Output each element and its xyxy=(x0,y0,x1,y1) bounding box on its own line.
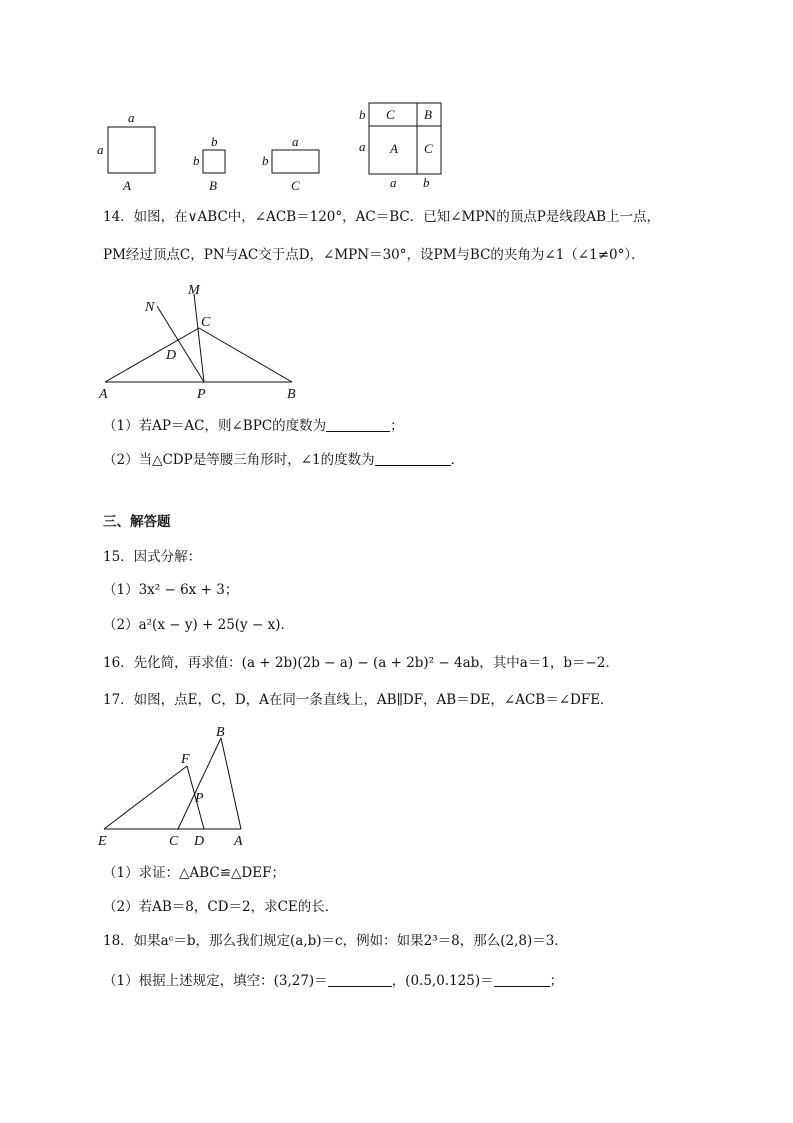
q18-sub1-mid: ，(0.5,0.125)＝ xyxy=(391,973,494,989)
grid-bottom-label-b: b xyxy=(423,175,430,190)
q18-sub1-end: ； xyxy=(549,973,564,989)
q14-sub2-blank[interactable] xyxy=(375,452,451,466)
label-a: A xyxy=(99,387,108,402)
label-p: P xyxy=(197,387,206,402)
q18-sub1-blank1[interactable] xyxy=(328,973,392,987)
square-b-top-label: b xyxy=(211,134,218,149)
q14-figure xyxy=(95,280,310,402)
q14-line2: PM经过顶点C，PN与AC交于点D，∠MPN＝30°，设PM与BC的夹角为∠1（∠1≠0°）． xyxy=(103,247,645,263)
grid-bottom-label-a: a xyxy=(390,175,397,190)
segment-ba xyxy=(221,738,241,829)
q14-sub1-end: ； xyxy=(390,418,404,434)
label-b: B xyxy=(216,725,225,740)
q15-sub1: （1）3x² − 6x + 3； xyxy=(103,582,239,598)
grid-left-label-a: a xyxy=(359,139,366,154)
label-n: N xyxy=(145,300,155,315)
q17-figure xyxy=(92,720,262,850)
square-a-left-label: a xyxy=(97,142,104,157)
rect-c xyxy=(272,150,319,173)
q18-sub1-blank2[interactable] xyxy=(494,973,550,987)
segment-cb xyxy=(199,328,292,382)
grid-cell-c-right: C xyxy=(424,141,433,156)
grid-cell-c-top: C xyxy=(386,107,395,122)
label-m: M xyxy=(188,283,200,298)
q14-sub2-end: ． xyxy=(450,452,465,468)
q14-sub2-text: （2）当△CDP是等腰三角形时，∠1的度数为 xyxy=(103,452,375,468)
q15-title: 15．因式分解： xyxy=(103,549,202,565)
square-b-name: B xyxy=(209,178,217,193)
label-d: D xyxy=(194,834,205,849)
label-e: E xyxy=(98,834,107,849)
q18-sub1 xyxy=(103,972,563,990)
segment-ef xyxy=(104,766,187,829)
label-d: D xyxy=(166,348,177,363)
q17-sub2: （2）若AB＝8，CD＝2，求CE的长． xyxy=(103,899,339,915)
q18-sub1-text: （1）根据上述规定，填空：(3,27)＝ xyxy=(103,973,328,989)
q14-sub1-text: （1）若AP＝AC，则∠BPC的度数为 xyxy=(103,418,327,434)
label-c: C xyxy=(169,834,179,849)
q14-sub2 xyxy=(103,451,464,469)
q14-sub1-blank[interactable] xyxy=(326,418,390,432)
grid-left-label-b: b xyxy=(359,107,366,122)
q15-sub2: （2）a²(x − y) + 25(y − x)． xyxy=(103,617,294,633)
q14-line1: 14．如图，在∨ABC中，∠ACB＝120°，AC＝BC．已知∠MPN的顶点P是线段AB上一点， xyxy=(103,209,660,225)
square-a-name: A xyxy=(123,178,131,193)
square-a-top-label: a xyxy=(128,110,135,125)
square-b-left-label: b xyxy=(193,153,200,168)
rect-c-top-label: a xyxy=(292,134,299,149)
q16-text: 16．先化简，再求值：(a + 2b)(2b − a) − (a + 2b)² − 4ab，其中a＝1，b＝−2． xyxy=(103,655,619,671)
label-b: B xyxy=(287,387,296,402)
square-a xyxy=(108,127,155,173)
label-f: F xyxy=(181,752,190,767)
label-p: P xyxy=(195,791,204,806)
q18-text: 18．如果aᶜ＝b，那么我们规定(a,b)＝c，例如：如果2³＝8，那么(2,8)＝3． xyxy=(103,933,568,949)
grid-cell-b: B xyxy=(424,107,432,122)
grid-cell-a: A xyxy=(390,141,398,156)
label-a: A xyxy=(234,834,243,849)
segment-ac xyxy=(105,328,199,382)
rect-c-name: C xyxy=(291,178,300,193)
rect-c-left-label: b xyxy=(262,153,269,168)
q17-text: 17．如图，点E，C，D，A在同一条直线上，AB∥DF，AB＝DE，∠ACB＝∠DFE． xyxy=(103,692,614,708)
q13-figure xyxy=(90,98,460,198)
label-c: C xyxy=(201,315,211,330)
q17-sub1: （1）求证：△ABC≌△DEF； xyxy=(103,865,285,881)
section-heading: 三、解答题 xyxy=(103,514,171,530)
q14-sub1 xyxy=(103,417,404,435)
square-b xyxy=(203,150,225,173)
